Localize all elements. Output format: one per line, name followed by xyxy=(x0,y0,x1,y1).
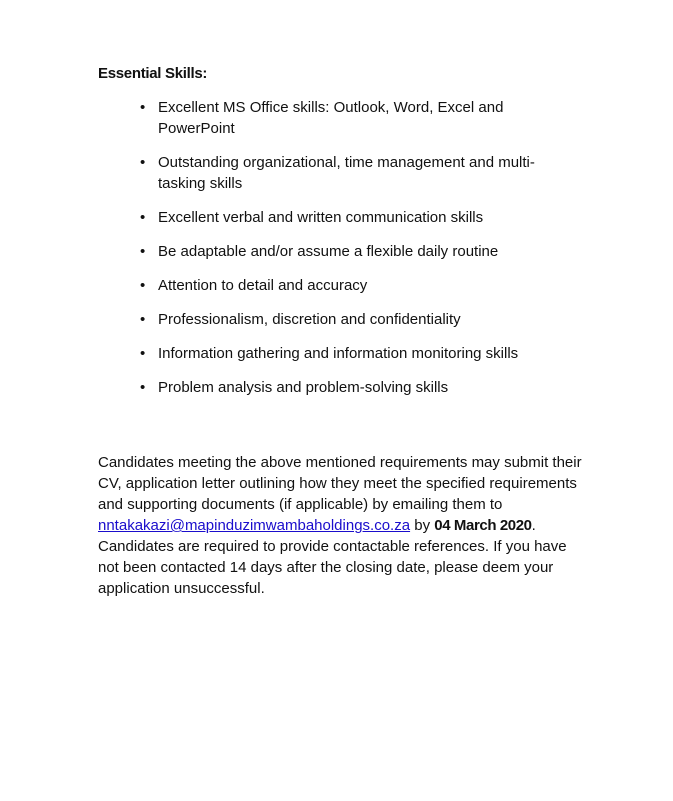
bullet-icon: • xyxy=(140,99,146,116)
list-item: • Excellent verbal and written communication skills xyxy=(140,209,484,226)
application-instructions: Candidates meeting the above mentioned requirements may submit their CV, application letter outlining how they meet the specified requirements and supporting documents (if applicable) by emailing them to nntakakazi@mapinduzimwambaholdings.co.za by 04 March 2020. Candidates are required to provide contactable references. If you have not been contacted 14 days after the closing date, please deem your application unsuccessful. xyxy=(98,454,582,597)
bullet-icon: • xyxy=(140,311,146,328)
email-link[interactable]: nntakakazi@mapinduzimwambaholdings.co.za xyxy=(98,517,411,534)
bullet-icon: • xyxy=(140,243,146,260)
skills-list xyxy=(140,97,560,411)
list-item: • Problem analysis and problem-solving skills xyxy=(140,379,449,396)
list-item: • Professionalism, discretion and confidentiality xyxy=(140,311,461,328)
list-item: • Excellent MS Office skills: Outlook, Word, Excel and PowerPoint xyxy=(140,99,504,137)
bullet-icon: • xyxy=(140,154,146,171)
list-item: • Outstanding organizational, time management and multi-tasking skills xyxy=(140,154,535,192)
bullet-icon: • xyxy=(140,277,146,294)
list-item: • Attention to detail and accuracy xyxy=(140,277,368,294)
bullet-icon: • xyxy=(140,209,146,226)
list-item: • Be adaptable and/or assume a flexible daily routine xyxy=(140,243,499,260)
bullet-icon: • xyxy=(140,379,146,396)
bullet-icon: • xyxy=(140,345,146,362)
list-item: • Information gathering and information monitoring skills xyxy=(140,345,519,362)
essential-skills-heading: Essential Skills: xyxy=(98,65,208,82)
closing-date: 04 March 2020 xyxy=(434,517,532,534)
